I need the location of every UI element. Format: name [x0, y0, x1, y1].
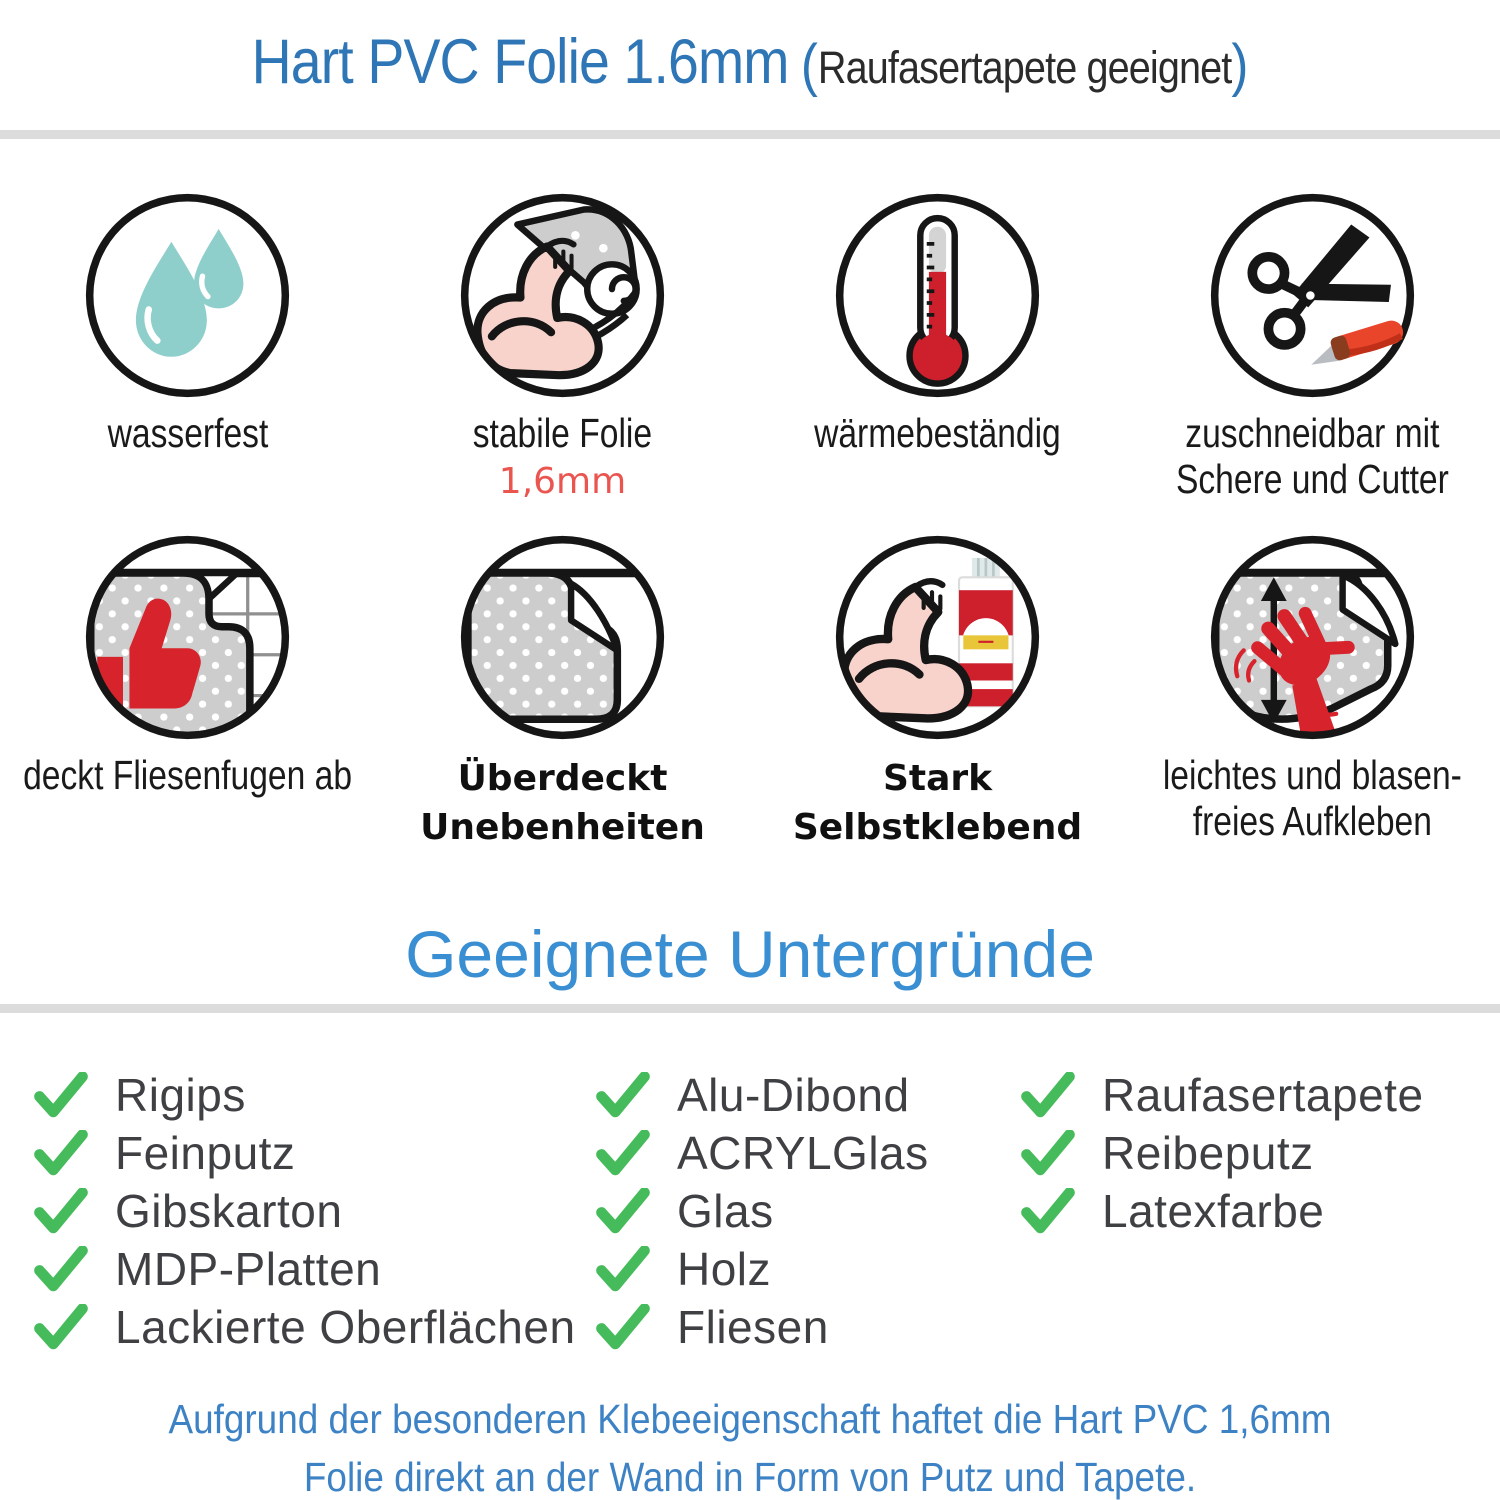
- feature-fliesenfugen: [0, 530, 375, 872]
- surfaces-column-1: [0, 1066, 595, 1356]
- surfaces-column-2: [595, 1066, 1020, 1356]
- divider-surfaces: [0, 1004, 1500, 1013]
- surface-item-label: Gibskarton: [115, 1185, 343, 1237]
- list-item: [33, 1066, 595, 1124]
- hand-foil-icon: [1205, 530, 1420, 745]
- surface-item-label: Glas: [677, 1185, 774, 1237]
- surface-item-label: Fliesen: [677, 1301, 829, 1353]
- surface-item-label: ACRYLGlas: [677, 1127, 929, 1179]
- list-item: [1020, 1124, 1500, 1182]
- feature-unebenheiten: [375, 530, 750, 872]
- surfaces-heading: Geeignete Untergründe: [405, 917, 1095, 991]
- check-icon: [1020, 1130, 1076, 1176]
- footer-note: Aufgrund der besonderen Klebeeigenschaft haftet die Hart PVC 1,6mm Folie direkt an der Wand in Form von Putz und Tapete.: [168, 1396, 1332, 1500]
- check-icon: [33, 1072, 89, 1118]
- list-item: [33, 1182, 595, 1240]
- list-item: [595, 1298, 1020, 1356]
- surfaces-column-3: [1020, 1066, 1500, 1356]
- feature-caption: leichtes und blasen- freies Aufkleben: [1162, 752, 1463, 844]
- check-icon: [1020, 1072, 1076, 1118]
- list-item: [595, 1182, 1020, 1240]
- title-paren-open: (: [800, 33, 818, 98]
- thickness-note: 1,6mm: [498, 460, 627, 502]
- feature-caption: wasserfest: [107, 410, 268, 456]
- feature-wasserfest: [0, 188, 375, 530]
- list-item: [595, 1066, 1020, 1124]
- check-icon: [33, 1246, 89, 1292]
- feature-caption: zuschneidbar mit Schere und Cutter: [1176, 410, 1449, 502]
- feature-caption: stabile Folie: [472, 410, 653, 456]
- surface-item-label: Lackierte Oberflächen: [115, 1301, 576, 1353]
- feature-selbstklebend: [750, 530, 1125, 872]
- surface-item-label: Alu-Dibond: [677, 1069, 910, 1121]
- feature-caption: Stark Selbstklebend: [792, 758, 1083, 848]
- surface-item-label: Latexfarbe: [1102, 1185, 1325, 1237]
- surface-item-label: Raufasertapete: [1102, 1069, 1424, 1121]
- thumb-tiles-icon: [80, 530, 295, 745]
- scissors-cutter-icon: [1205, 188, 1420, 403]
- thermometer-icon: [830, 188, 1045, 403]
- title-paren-close: ): [1231, 33, 1249, 98]
- surface-item-label: Reibeputz: [1102, 1127, 1314, 1179]
- check-icon: [33, 1130, 89, 1176]
- feature-aufkleben: [1125, 530, 1500, 872]
- check-icon: [1020, 1188, 1076, 1234]
- feature-zuschneidbar: [1125, 188, 1500, 530]
- page-title: [90, 26, 1410, 99]
- surface-item-label: Holz: [677, 1243, 772, 1295]
- surface-item-label: MDP-Platten: [115, 1243, 382, 1295]
- feature-grid: [0, 188, 1500, 872]
- divider-top: [0, 130, 1500, 139]
- feature-caption: Überdeckt Unebenheiten: [420, 758, 705, 848]
- muscle-glue-icon: [830, 530, 1045, 745]
- list-item: [595, 1124, 1020, 1182]
- surface-item-label: Feinputz: [115, 1127, 296, 1179]
- check-icon: [33, 1304, 89, 1350]
- check-icon: [595, 1246, 651, 1292]
- foil-corner-icon: [455, 530, 670, 745]
- list-item: [595, 1240, 1020, 1298]
- title-main: Hart PVC Folie 1.6mm: [251, 27, 789, 97]
- surfaces-checklist: [0, 1066, 1500, 1356]
- list-item: [1020, 1066, 1500, 1124]
- feature-caption: deckt Fliesenfugen ab: [23, 752, 352, 798]
- list-item: [33, 1240, 595, 1298]
- check-icon: [595, 1072, 651, 1118]
- title-subtitle: Raufasertapete geeignet: [817, 42, 1232, 93]
- check-icon: [595, 1188, 651, 1234]
- check-icon: [33, 1188, 89, 1234]
- check-icon: [595, 1130, 651, 1176]
- muscle-foil-icon: [455, 188, 670, 403]
- feature-waermebestaendig: [750, 188, 1125, 530]
- feature-caption: wärmebeständig: [814, 410, 1061, 456]
- surface-item-label: Rigips: [115, 1069, 246, 1121]
- feature-stabile-folie: [375, 188, 750, 530]
- water-drops-icon: [80, 188, 295, 403]
- list-item: [1020, 1182, 1500, 1240]
- list-item: [33, 1298, 595, 1356]
- check-icon: [595, 1304, 651, 1350]
- list-item: [33, 1124, 595, 1182]
